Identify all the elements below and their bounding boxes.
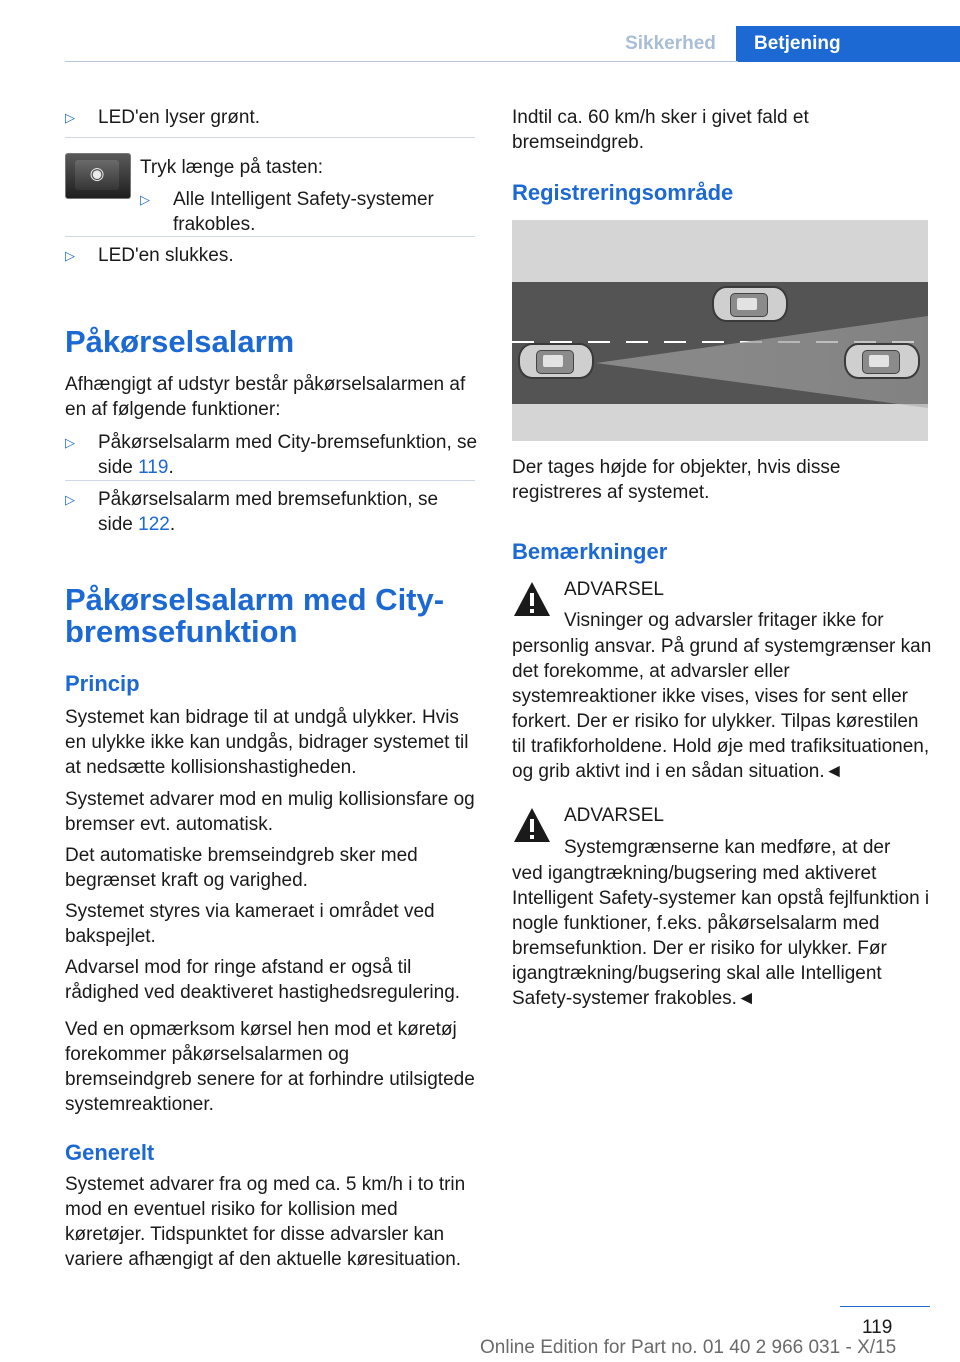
paragraph: Systemet advarer fra og med ca. 5 km/h i to trin mod en eventuel risiko for kollision med køretøjer. Tidspunktet for disse advarsler kan variere afhængigt af den aktuelle køresituation. [65,1174,466,1270]
heading-registreringsomraade: Registreringsområde [512,180,734,205]
paragraph: Systemet advarer mod en mulig kollisionsfare og bremser evt. automatisk. [65,789,475,835]
warning-icon [512,806,552,844]
header-rule [65,61,738,62]
heading-city-bremsefunktion: Påkørselsalarm med City- bremsefunktion [65,582,445,649]
warning-text: Visninger og advarsler fritager ikke for [564,610,884,631]
intelligent-safety-button-icon: ◉ [65,153,131,199]
detection-cone [512,220,928,441]
edition-footer: Online Edition for Part no. 01 40 2 966 031 - X/15 [480,1337,897,1358]
heading-paakoerselsalarm: Påkørselsalarm [65,324,295,359]
paragraph: Afhængigt af udstyr består påkørselsalarmen af en af følgende funktioner: [65,374,466,420]
detection-area-illustration [512,220,928,441]
bullet-triangle-icon: ▷ [65,248,75,263]
bullet-triangle-icon: ▷ [65,435,75,450]
own-vehicle [518,343,594,379]
paragraph: Systemet styres via kameraet i området ved bakspejlet. [65,901,435,947]
bullet-text: LED'en lyser grønt. [98,107,261,128]
paragraph: Systemet kan bidrage til at undgå ulykker. Hvis en ulykke ikke kan undgås, bidrager systemet til at nedsætte kollisionshastigheden. [65,707,469,778]
bullet-text: Påkørselsalarm med City-bremsefunktion, se side 119. [98,432,478,478]
page-link[interactable]: 122 [138,514,170,535]
bullet-text: Påkørselsalarm med bremsefunktion, se side 122. [98,489,439,535]
page-link[interactable]: 119 [138,457,169,478]
warning-title: ADVARSEL [564,805,664,826]
tab-betjening[interactable]: Betjening [736,26,960,62]
paragraph: Ved en opmærksom kørsel hen mod et køretøj forekommer påkørselsalarmen og bremseindgreb senere for at forhindre utilsigtede systemreaktioner. [65,1019,475,1115]
bullet-text: LED'en slukkes. [98,245,234,266]
paragraph: Det automatiske bremseindgreb sker med begrænset kraft og varighed. [65,845,418,891]
warning-text: personlig ansvar. På grund af systemgrænser kan det forekomme, at advarsler eller systemreaktioner ikke vises, vises for sent eller forkert. Der er risiko for ulykker. Tilpas kørestilen til trafikforholdene. Hold øje med trafiksituationen, og grib aktivt ind i en sådan situation.◄ [512,636,932,782]
bullet-triangle-icon: ▷ [140,192,150,207]
footer-rule [840,1306,930,1307]
key-instruction: Tryk længe på tasten: [140,157,324,178]
bullet-triangle-icon: ▷ [65,110,75,125]
warning-icon [512,580,552,618]
tab-sikkerhed[interactable]: Sikkerhed [625,33,716,54]
bullet-triangle-icon: ▷ [65,492,75,507]
divider [65,236,475,237]
divider [65,137,475,138]
warning-text: Systemgrænserne kan medføre, at der [564,837,891,858]
bullet-text: Alle Intelligent Safety-systemer frakobles. [173,189,434,235]
warning-text: ved igangtrækning/bugsering med aktiveret Intelligent Safety-systemer kan opstå fejlfunktion i nogle funktioner, f.eks. påkørselsalarm med bremsefunktion. Der er risiko for ulykker. Før igangtrækning/bugsering skal alle Intelligent Safety-systemer frakobles.◄ [512,863,930,1009]
heading-bemaerkninger: Bemærkninger [512,539,668,564]
divider [65,480,475,481]
vehicle-ahead [844,343,920,379]
paragraph: Indtil ca. 60 km/h sker i givet fald et bremseindgreb. [512,107,809,153]
page-number: 119 [862,1317,893,1338]
heading-generelt: Generelt [65,1140,155,1165]
vehicle-ahead-left-lane [712,286,788,322]
heading-princip: Princip [65,671,140,696]
paragraph: Advarsel mod for ringe afstand er også til rådighed ved deaktiveret hastighedsregulering. [65,957,461,1003]
figure-caption: Der tages højde for objekter, hvis disse registreres af systemet. [512,457,841,503]
warning-title: ADVARSEL [564,579,664,600]
